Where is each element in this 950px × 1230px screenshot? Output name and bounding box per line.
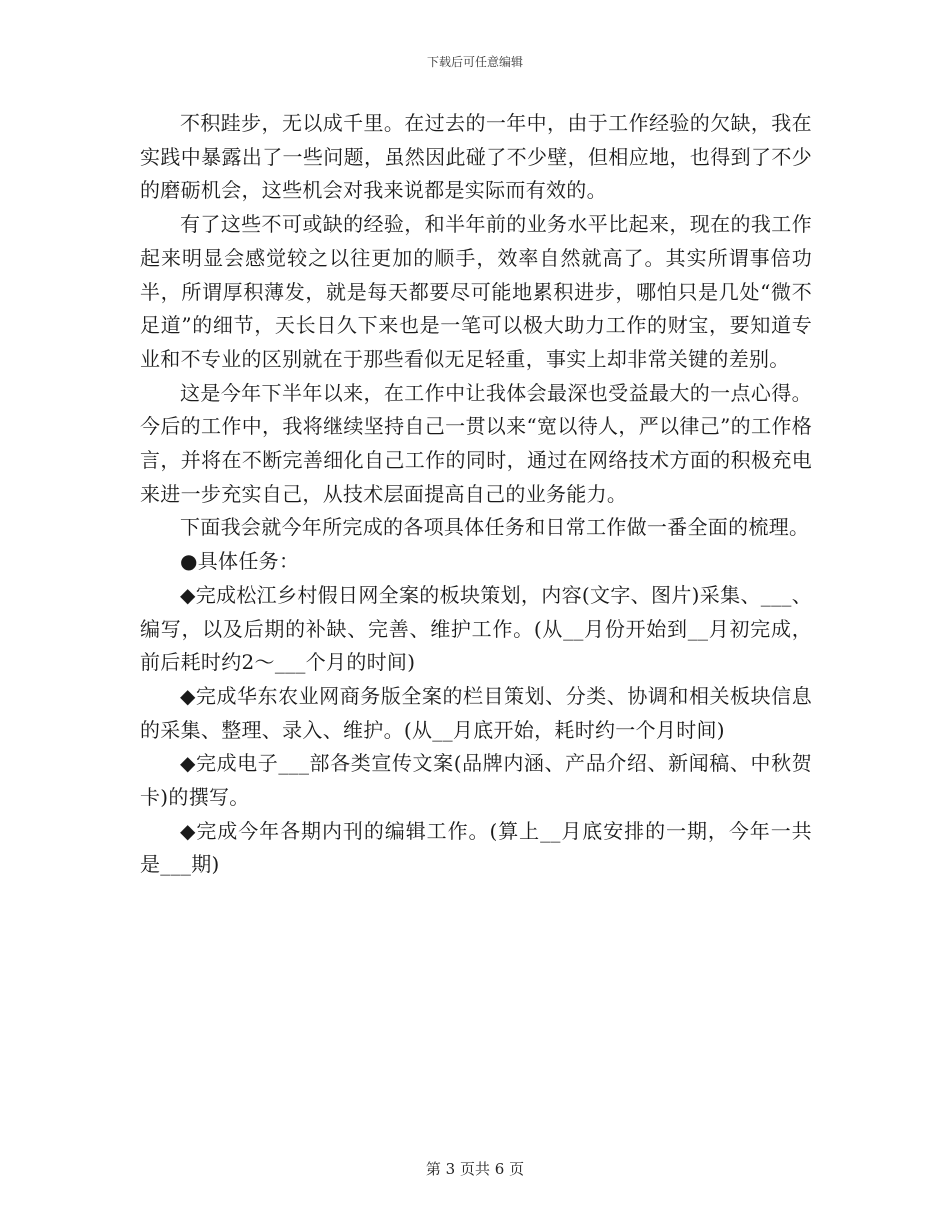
task-item-1: ◆完成松江乡村假日网全案的板块策划，内容(文字、图片)采集、___、编写，以及后期的补缺、完善、维护工作。(从__月份开始到__月初完成，前后耗时约2～___个月的时间) bbox=[140, 582, 812, 675]
paragraph-2: 有了这些不可或缺的经验，和半年前的业务水平比起来，现在的我工作起来明显会感觉较之以往更加的顺手，效率自然就高了。其实所谓事倍功半，所谓厚积薄发，就是每天都要尽可能地累积进步，哪怕只是几处“微不足道”的细节，天长日久下来也是一笔可以极大助力工作的财宝，要知道专业和不专业的区别就在于那些看似无足轻重，事实上却非常关键的差别。 bbox=[140, 212, 812, 371]
paragraph-1: 不积跬步，无以成千里。在过去的一年中，由于工作经验的欠缺，我在实践中暴露出了一些问题，虽然因此碰了不少壁，但相应地，也得到了不少的磨砺机会，这些机会对我来说都是实际而有效的。 bbox=[140, 111, 812, 203]
page-header: 下载后可任意编辑 bbox=[426, 55, 523, 69]
paragraph-4: 下面我会就今年所完成的各项具体任务和日常工作做一番全面的梳理。 bbox=[180, 515, 810, 540]
task-item-4: ◆完成今年各期内刊的编辑工作。(算上__月底安排的一期，今年一共是___期) bbox=[140, 818, 812, 877]
document-body bbox=[140, 107, 812, 882]
task-item-3: ◆完成电子___部各类宣传文案(品牌内涵、产品介绍、新闻稿、中秋贺卡)的撰写。 bbox=[140, 751, 812, 810]
section-heading-tasks: ●具体任务： bbox=[180, 549, 300, 574]
page-footer: 第 3 页共 6 页 bbox=[425, 1160, 525, 1178]
task-item-2: ◆完成华东农业网商务版全案的栏目策划、分类、协调和相关板块信息的采集、整理、录入、维护。(从__月底开始，耗时约一个月时间) bbox=[140, 683, 812, 742]
paragraph-3: 这是今年下半年以来，在工作中让我体会最深也受益最大的一点心得。今后的工作中，我将继续坚持自己一贯以来“宽以待人，严以律己”的工作格言，并将在不断完善细化自己工作的同时，通过在网络技术方面的积极充电来进一步充实自己，从技术层面提高自己的业务能力。 bbox=[140, 380, 812, 506]
